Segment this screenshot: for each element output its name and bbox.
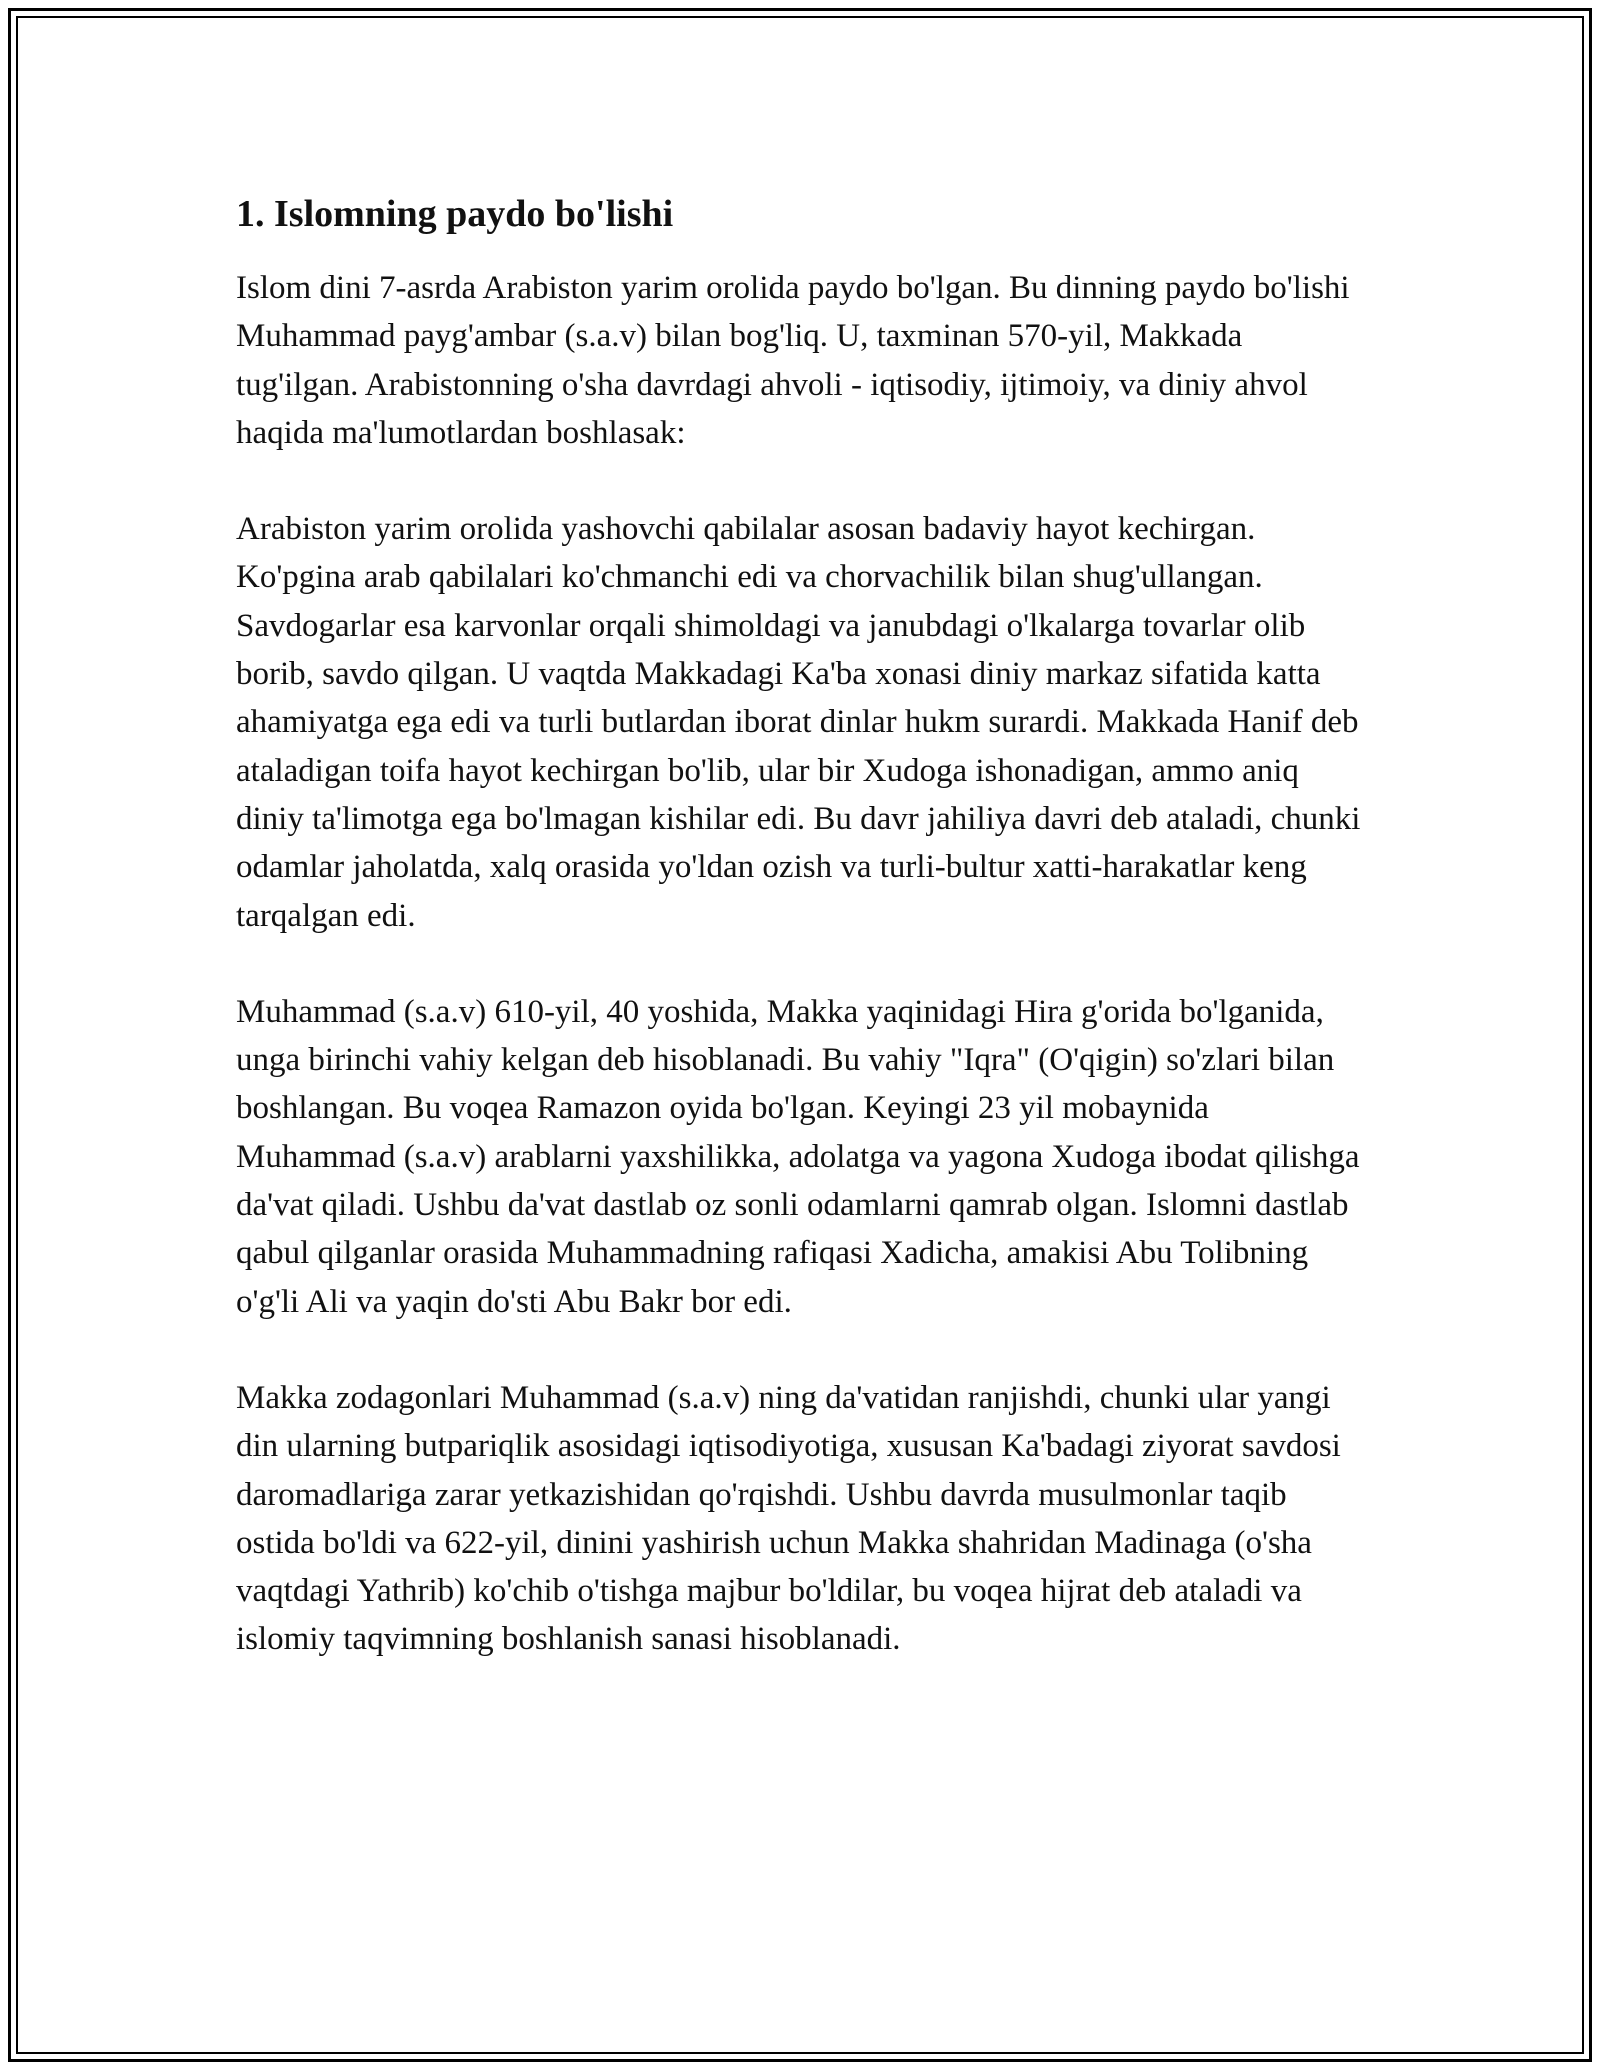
- paragraph-3: Muhammad (s.a.v) 610-yil, 40 yoshida, Makka yaqinidagi Hira g'orida bo'lganida, unga birinchi vahiy kelgan deb hisoblanadi. Bu vahiy "Iqra" (O'qigin) so'zlari bilan boshlangan. Bu voqea Ramazon oyida bo'lgan. Keyingi 23 yil mobaynida Muhammad (s.a.v) arablarni yaxshilikka, adolatga va yagona Xudoga ibodat qilishga da'vat qiladi. Ushbu da'vat dastlab oz sonli odamlarni qamrab olgan. Islomni dastlab qabul qilganlar orasida Muhammadning rafiqasi Xadicha, amakisi Abu Tolibning o'g'li Ali va yaqin do'sti Abu Bakr bor edi.: [236, 993, 1360, 1320]
- paragraph-2: Arabiston yarim orolida yashovchi qabilalar asosan badaviy hayot kechirgan. Ko'pgina arab qabilalari ko'chmanchi edi va chorvachilik bilan shug'ullangan. Savdogarlar esa karvonlar orqali shimoldagi va janubdagi o'lkalarga tovarlar olib borib, savdo qilgan. U vaqtda Makkadagi Ka'ba xonasi diniy markaz sifatida katta ahamiyatga ega edi va turli butlardan iborat dinlar hukm surardi. Makkada Hanif deb ataladigan toifa hayot kechirgan bo'lib, ular bir Xudoga ishonadigan, ammo aniq diniy ta'limotga ega bo'lmagan kishilar edi. Bu davr jahiliya davri deb ataladi, chunki odamlar jaholatda, xalq orasida yo'ldan ozish va turli-bultur xatti-harakatlar keng tarqalgan edi.: [236, 511, 1361, 934]
- section-title: 1. Islomning paydo bo'lishi: [236, 193, 674, 235]
- paragraph-4: Makka zodagonlari Muhammad (s.a.v) ning da'vatidan ranjishdi, chunki ular yangi din ularning butpariqlik asosidagi iqtisodiyotiga, xususan Ka'badagi ziyorat savdosi daromadlariga zarar yetkazishidan qo'rqishdi. Ushbu davrda musulmonlar taqib ostida bo'ldi va 622-yil, dinini yashirish uchun Makka shahridan Madinaga (o'sha vaqtdagi Yathrib) ko'chib o'tishga majbur bo'ldilar, bu voqea hijrat deb ataladi va islomiy taqvimning boshlanish sanasi hisoblanadi.: [236, 1379, 1341, 1658]
- document-body: [236, 186, 1366, 1712]
- paragraph-1: Islom dini 7-asrda Arabiston yarim orolida paydo bo'lgan. Bu dinning paydo bo'lishi Muhammad payg'ambar (s.a.v) bilan bog'liq. U, taxminan 570-yil, Makkada tug'ilgan. Arabistonning o'sha davrdagi ahvoli - iqtisodiy, ijtimoiy, va diniy ahvol haqida ma'lumotlardan boshlasak:: [236, 270, 1350, 451]
